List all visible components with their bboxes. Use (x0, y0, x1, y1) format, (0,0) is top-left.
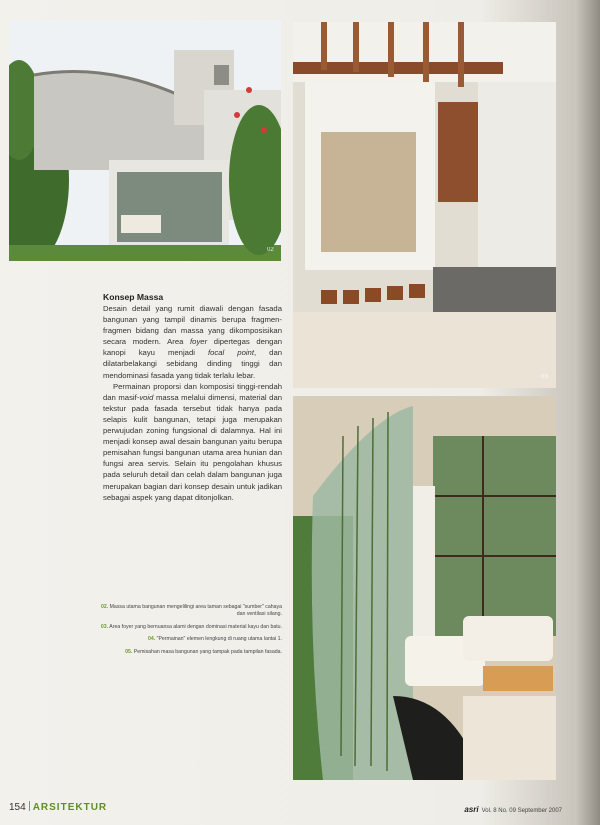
photo-foyer (293, 22, 556, 388)
photo-house-exterior (9, 20, 281, 261)
paragraph: Permainan proporsi dan komposisi tinggi-rendah dan masif-void massa melalui dimensi, material dan tekstur pada fasada tersebut tidak hanya pada selapis kulit bangunan, tetapi juga merupakan perwujudan zoning fungsional di dalamnya. Hal ini menjadi konsep awal desain bangunan yaitu berupa pemisahan fungsi bangunan utama area hunian dan fungsi area servis. Selain itu pengolahan khusus pada seluruh detail dan celah dalam bangunan juga merupakan bagian dari konsep desain untuk jadikan sebagai aspek yang dapat ditonjolkan. (103, 381, 282, 502)
issue-info: Vol. 8 No. 09 September 2007 (481, 808, 562, 814)
caption: 02. Massa utama bangunan mengelilingi area taman sebagai "sumber" cahaya dan ventilasi silang. (100, 604, 282, 618)
paragraph: Desain detail yang rumit diawali dengan fasada bangunan yang tampil dinamis berupa fragmen-fragmen bidang dan massa yang dikomposisikan secara modern. Area foyer dipertegas dengan kanopi kayu menjadi focal point, dan dilatarbelakangi sebidang dinding tinggi dan mendominasi fasada yang tidak terlalu lebar. (103, 304, 282, 380)
photo-number: 03 (541, 374, 548, 380)
page-number: 154 (9, 802, 26, 813)
section-heading: Konsep Massa (103, 292, 164, 302)
caption: 04. "Permainan" elemen lengkung di ruang utama lantai 1. (147, 636, 282, 643)
photo-number: 02 (267, 247, 274, 253)
section-label: ARSITEKTUR (32, 802, 108, 813)
caption: 03. Area foyer yang bernuansa alami dengan dominasi material kayu dan batu. (100, 623, 282, 630)
photo-captions (100, 604, 282, 661)
page-footer-right (464, 805, 562, 814)
caption: 05. Pemisahan masa bangunan yang tampak pada tampilan fasada. (125, 648, 282, 655)
article-body (103, 292, 282, 503)
page-footer-left (9, 801, 107, 813)
photo-living-room (293, 396, 556, 780)
magazine-logo: asri (464, 805, 479, 814)
